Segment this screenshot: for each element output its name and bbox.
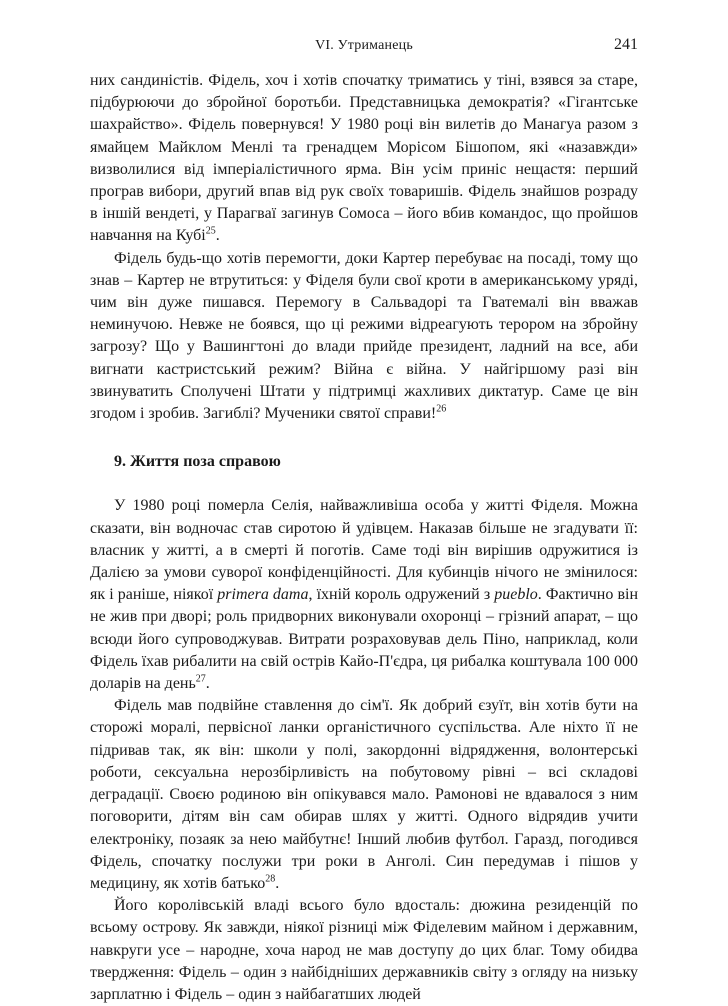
paragraph-text: Його королівській владі всього було вдосталь: дюжина резиденцій по всьому острову. Як завжди, ніякої різниці між Фіделевим майном і державним, навкруги усе – народне, хоча народ не мав доступу до цих благ. Тому обидва твердження: Фідель – один з найбідніших державників світу з огляду на низьку зарплатню і Фідель – один з найбагатших людей — [90, 897, 638, 1003]
paragraph: них сандиністів. Фідель, хоч і хотів спочатку триматись у тіні, взявся за старе, підбурюючи до збройної боротьби. Представницька демократія? «Гігантське шахрайство». Фідель повернувся! У 1980 році він вилетів до Манагуа разом з ямайцем Майклом Менлі та гренадцем Морісом Бішопом, які «назавжди» визволилися від імперіалістичного ярма. Він усім приніс нещастя: перший програв вибори, другий впав від рук своїх товаришів. Фідель знайшов розраду в іншій вендеті, у Парагвaї загинув Сомоса – його вбив командос, що пройшов навчання на Кубі$^{25}$. — [90, 72, 638, 245]
paragraph-text: , їхній король одружений з — [308, 586, 495, 604]
page-number: 241 — [614, 36, 638, 53]
section-heading: 9. Життя поза справою — [114, 453, 281, 471]
paragraph-text: . Фактично він не жив при дворі; роль придворних виконували охоронці – грізний апарат, – що всюди його супроводжував. Витрати розраховував дель Піно, наприклад, коли Фідель їхав рибалити на свій острів Кайо-П'єдра, ця рибалка коштувала 100 000 доларів на день — [90, 586, 639, 693]
footnote-ref: 26 — [436, 403, 447, 415]
paragraph-text: них сандиністів. Фідель, хоч і хотів спочатку триматись у тіні, взявся за старе, підбурюючи до збройної боротьби. Представницька демократія? «Гігантське шахрайство». Фідель повернувся! У 1980 році він вилетів до Манагуа разом з ямайцем Майклом Менлі та гренадцем Морісом Бішопом, які «назавжди» визволилися від імперіалістичного ярма. Він усім приніс нещастя: перший програв вибори, другий впав від рук своїх товаришів. Фідель знайшов розраду в іншій вендеті, у Парагвaї загинув Сомоса – його вбив командос, що пройшов навчання на Кубі — [90, 72, 638, 245]
paragraph: Фідель мав подвійне ставлення до сім'ї. Як добрий єзуїт, він хотів бути на сторожі моралі, первісної ланки органістичного суспільства. Але ніхто її не підривав так, як він: школи у полі, закордонні відрядження, волонтерські роботи, сексуальна нерозбірливість на побутовому рівні – всі складові деградації. Своєю родиною він опікувався мало. Рамонові не вдавалося з ним поговорити, дітям він сам обирав шлях у житті. Одного відрядив учити електроніку, позаяк за нею майбутнє! Інший любив футбол. Гаразд, погодився Фідель, спочатку послужи три роки в Анголі. Син передумав і пішов у медицину, як хотів батько$^{28}$. — [90, 697, 638, 892]
footnote-ref: 28 — [265, 873, 276, 885]
paragraph: У 1980 році померла Селія, найважливіша особа у житті Фіделя. Можна сказати, він водночас став сиротою й удівцем. Наказав більше не згадувати її: власник у житті, а в смерті й поготів. Саме тоді він вирішив одружитися із Далією за умови суворої конфіденційності. Для кубинців нічого не змінилося: як і раніше, ніякої primera dama, їхній король одружений з pueblo. Фактично він не жив при дворі; роль придворних виконували охоронці – грізний апарат, – що всюди його супроводжував. Витрати розраховував дель Піно, наприклад, коли Фідель їхав рибалити на свій острів Кайо-П'єдра, ця рибалка коштувала 100 000 доларів на день$^{27}$. — [90, 497, 639, 693]
page-header — [90, 34, 638, 58]
paragraph — [90, 248, 638, 426]
paragraph-text: Фідель мав подвійне ставлення до сім'ї. Як добрий єзуїт, він хотів бути на сторожі моралі, первісної ланки органістичного суспільства. Але ніхто її не підривав так, як він: школи у полі, закордонні відрядження, волонтерські роботи, сексуальна нерозбірливість на побутовому рівні – всі складові деградації. Своєю родиною він опікувався мало. Рамонові не вдавалося з ним поговорити, дітям він сам обирав шлях у житті. Одного відрядив учити електроніку, позаяк за нею майбутнє! Інший любив футбол. Гаразд, погодився Фідель, спочатку послужи три роки в Анголі. Син передумав і пішов у медицину, як хотів батько — [90, 697, 638, 892]
footnote-ref: 27 — [195, 673, 206, 685]
footnote-ref: 25 — [205, 226, 216, 238]
page-body — [90, 70, 638, 1006]
running-title: VI. Утриманець — [315, 38, 413, 53]
italic-term: primera dama — [217, 586, 309, 604]
book-page — [90, 34, 638, 1006]
paragraph-text: У 1980 році померла Селія, найважливіша особа у житті Фіделя. Можна сказати, він водночас став сиротою й удівцем. Наказав більше не згадувати її: власник у житті, а в смерті й поготів. Саме тоді він вирішив одружитися із Далією за умови суворої конфіденційності. Для кубинців нічого не змінилося: як і раніше, ніякої — [90, 497, 638, 604]
paragraph-text: Фідель будь-що хотів перемогти, доки Картер перебуває на посаді, тому що знав – Картер не втрутиться: у Фіделя були свої кроти в американському уряді, чим він дуже пишався. Перемогу в Сальвадорі та Гватемалі він вважав неминучою. Невже не боявся, що ці режими відреагують терором на збройну загрозу? Що у Вашингтоні до влади прийде президент, ладний на все, аби вигнати кастристський режим? Війна є війна. У найгіршому разі він звинуватить Сполучені Штати у підтримці жахливих диктатур. Саме це він згодом і зробив. Загиблі? Мученики святої справи! — [90, 249, 638, 423]
paragraph — [90, 895, 638, 1006]
italic-term: pueblo — [494, 586, 538, 604]
